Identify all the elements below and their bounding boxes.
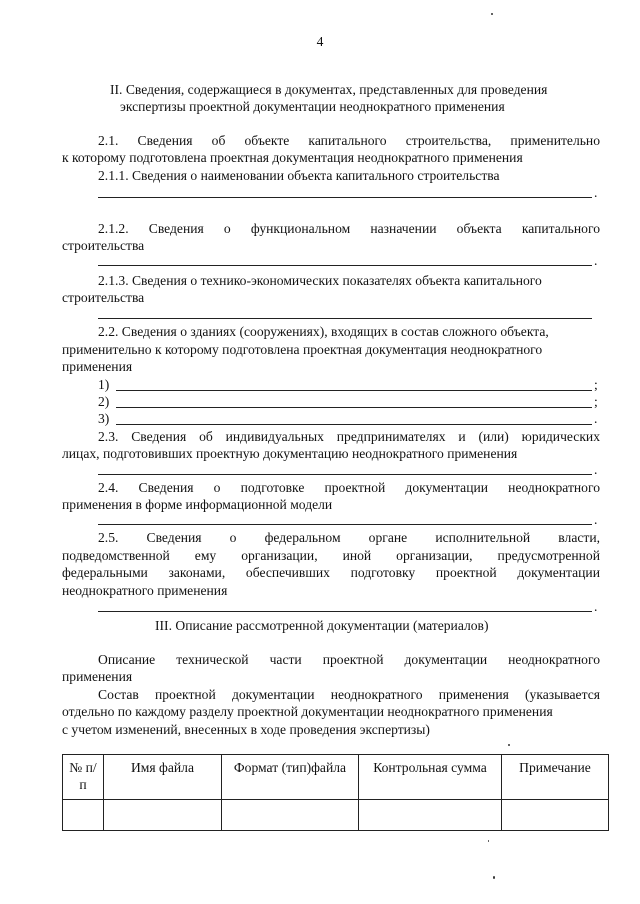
para-2-4-line-2: применения в форме информационной модели [62, 497, 333, 512]
line-end-period: . [594, 411, 598, 426]
section-3-title: III. Описание рассмотренной документации (материалов) [155, 618, 489, 633]
para-2-3-line-1: 2.3. Сведения об индивидуальных предпринимателях и (или) юридических [98, 429, 600, 444]
para-2-5-line-4: неоднократного применения [62, 583, 228, 598]
para-2-3-line-2: лицах, подготовивших проектную документацию неоднократного применения [62, 446, 518, 461]
table-cell [222, 800, 359, 831]
scan-speck [493, 876, 495, 879]
line-end-period: . [594, 253, 598, 268]
table-cell [359, 800, 502, 831]
composition-line-2: отдельно по каждому разделу проектной документации неоднократного применения [62, 704, 553, 719]
table-cell [502, 800, 609, 831]
composition-line-3: с учетом изменений, внесенных в ходе проведения экспертизы) [62, 722, 430, 737]
header-file-name: Имя файла [104, 755, 222, 800]
para-2-1-2-line-1: 2.1.2. Сведения о функциональном назначении объекта капитального [98, 221, 600, 236]
table-cell [63, 800, 104, 831]
para-2-1-3-line-2: строительства [62, 290, 145, 305]
para-2-2-line-3: применения [62, 359, 133, 374]
fill-line-2-1-2 [98, 265, 592, 266]
description-line-2: применения [62, 669, 133, 684]
para-2-2-line-2: применительно к которому подготовлена проектная документация неоднократного [62, 342, 543, 357]
para-2-5-line-2: подведомственной ему организации, иной организации, предусмотренной [62, 548, 600, 563]
scan-speck [488, 840, 489, 842]
para-2-1-line-1: 2.1. Сведения об объекте капитального строительства, применительно [98, 133, 600, 148]
fill-line-2-5 [98, 611, 592, 612]
composition-line-1: Состав проектной документации неоднократного применения (указывается [98, 687, 600, 702]
para-2-1-1: 2.1.1. Сведения о наименовании объекта капитального строительства [98, 168, 500, 183]
header-note: Примечание [502, 755, 609, 800]
fill-line-2-3 [98, 474, 592, 475]
item-3-label: 3) [98, 411, 110, 426]
scan-speck [508, 744, 510, 746]
description-line-1: Описание технической части проектной документации неоднократного [98, 652, 600, 667]
header-file-format: Формат (тип)файла [222, 755, 359, 800]
section-2-title-line-1: II. Сведения, содержащиеся в документах, представленных для проведения [110, 82, 548, 97]
table-header-row [63, 755, 609, 800]
files-table [62, 754, 609, 831]
item-2-semicolon: ; [594, 394, 598, 409]
para-2-5-line-1: 2.5. Сведения о федеральном органе исполнительной власти, [98, 530, 600, 545]
header-number: № п/п [63, 755, 104, 800]
fill-line-2-1-1 [98, 197, 592, 198]
para-2-2-line-1: 2.2. Сведения о зданиях (сооружениях), входящих в состав сложного объекта, [98, 324, 549, 339]
item-1-semicolon: ; [594, 377, 598, 392]
para-2-1-2-line-2: строительства [62, 238, 145, 253]
page-number: 4 [316, 34, 324, 49]
line-end-period: . [594, 462, 598, 477]
item-2-line [116, 407, 592, 408]
item-1-line [116, 390, 592, 391]
fill-line-2-4 [98, 524, 592, 525]
scan-speck [491, 13, 493, 15]
line-end-period: . [594, 185, 598, 200]
table-row [63, 800, 609, 831]
table-cell [104, 800, 222, 831]
header-checksum: Контрольная сумма [359, 755, 502, 800]
para-2-5-line-3: федеральными законами, обеспечивших подготовку проектной документации [62, 565, 600, 580]
para-2-4-line-1: 2.4. Сведения о подготовке проектной документации неоднократного [98, 480, 600, 495]
fill-line-2-1-3 [98, 318, 592, 319]
para-2-1-3-line-1: 2.1.3. Сведения о технико-экономических показателях объекта капитального [98, 273, 542, 288]
para-2-1-line-2: к которому подготовлена проектная документация неоднократного применения [62, 150, 523, 165]
item-2-label: 2) [98, 394, 110, 409]
line-end-period: . [594, 512, 598, 527]
line-end-period: . [594, 599, 598, 614]
section-2-title-line-2: экспертизы проектной документации неоднократного применения [120, 99, 505, 114]
item-3-line [116, 424, 592, 425]
item-1-label: 1) [98, 377, 110, 392]
